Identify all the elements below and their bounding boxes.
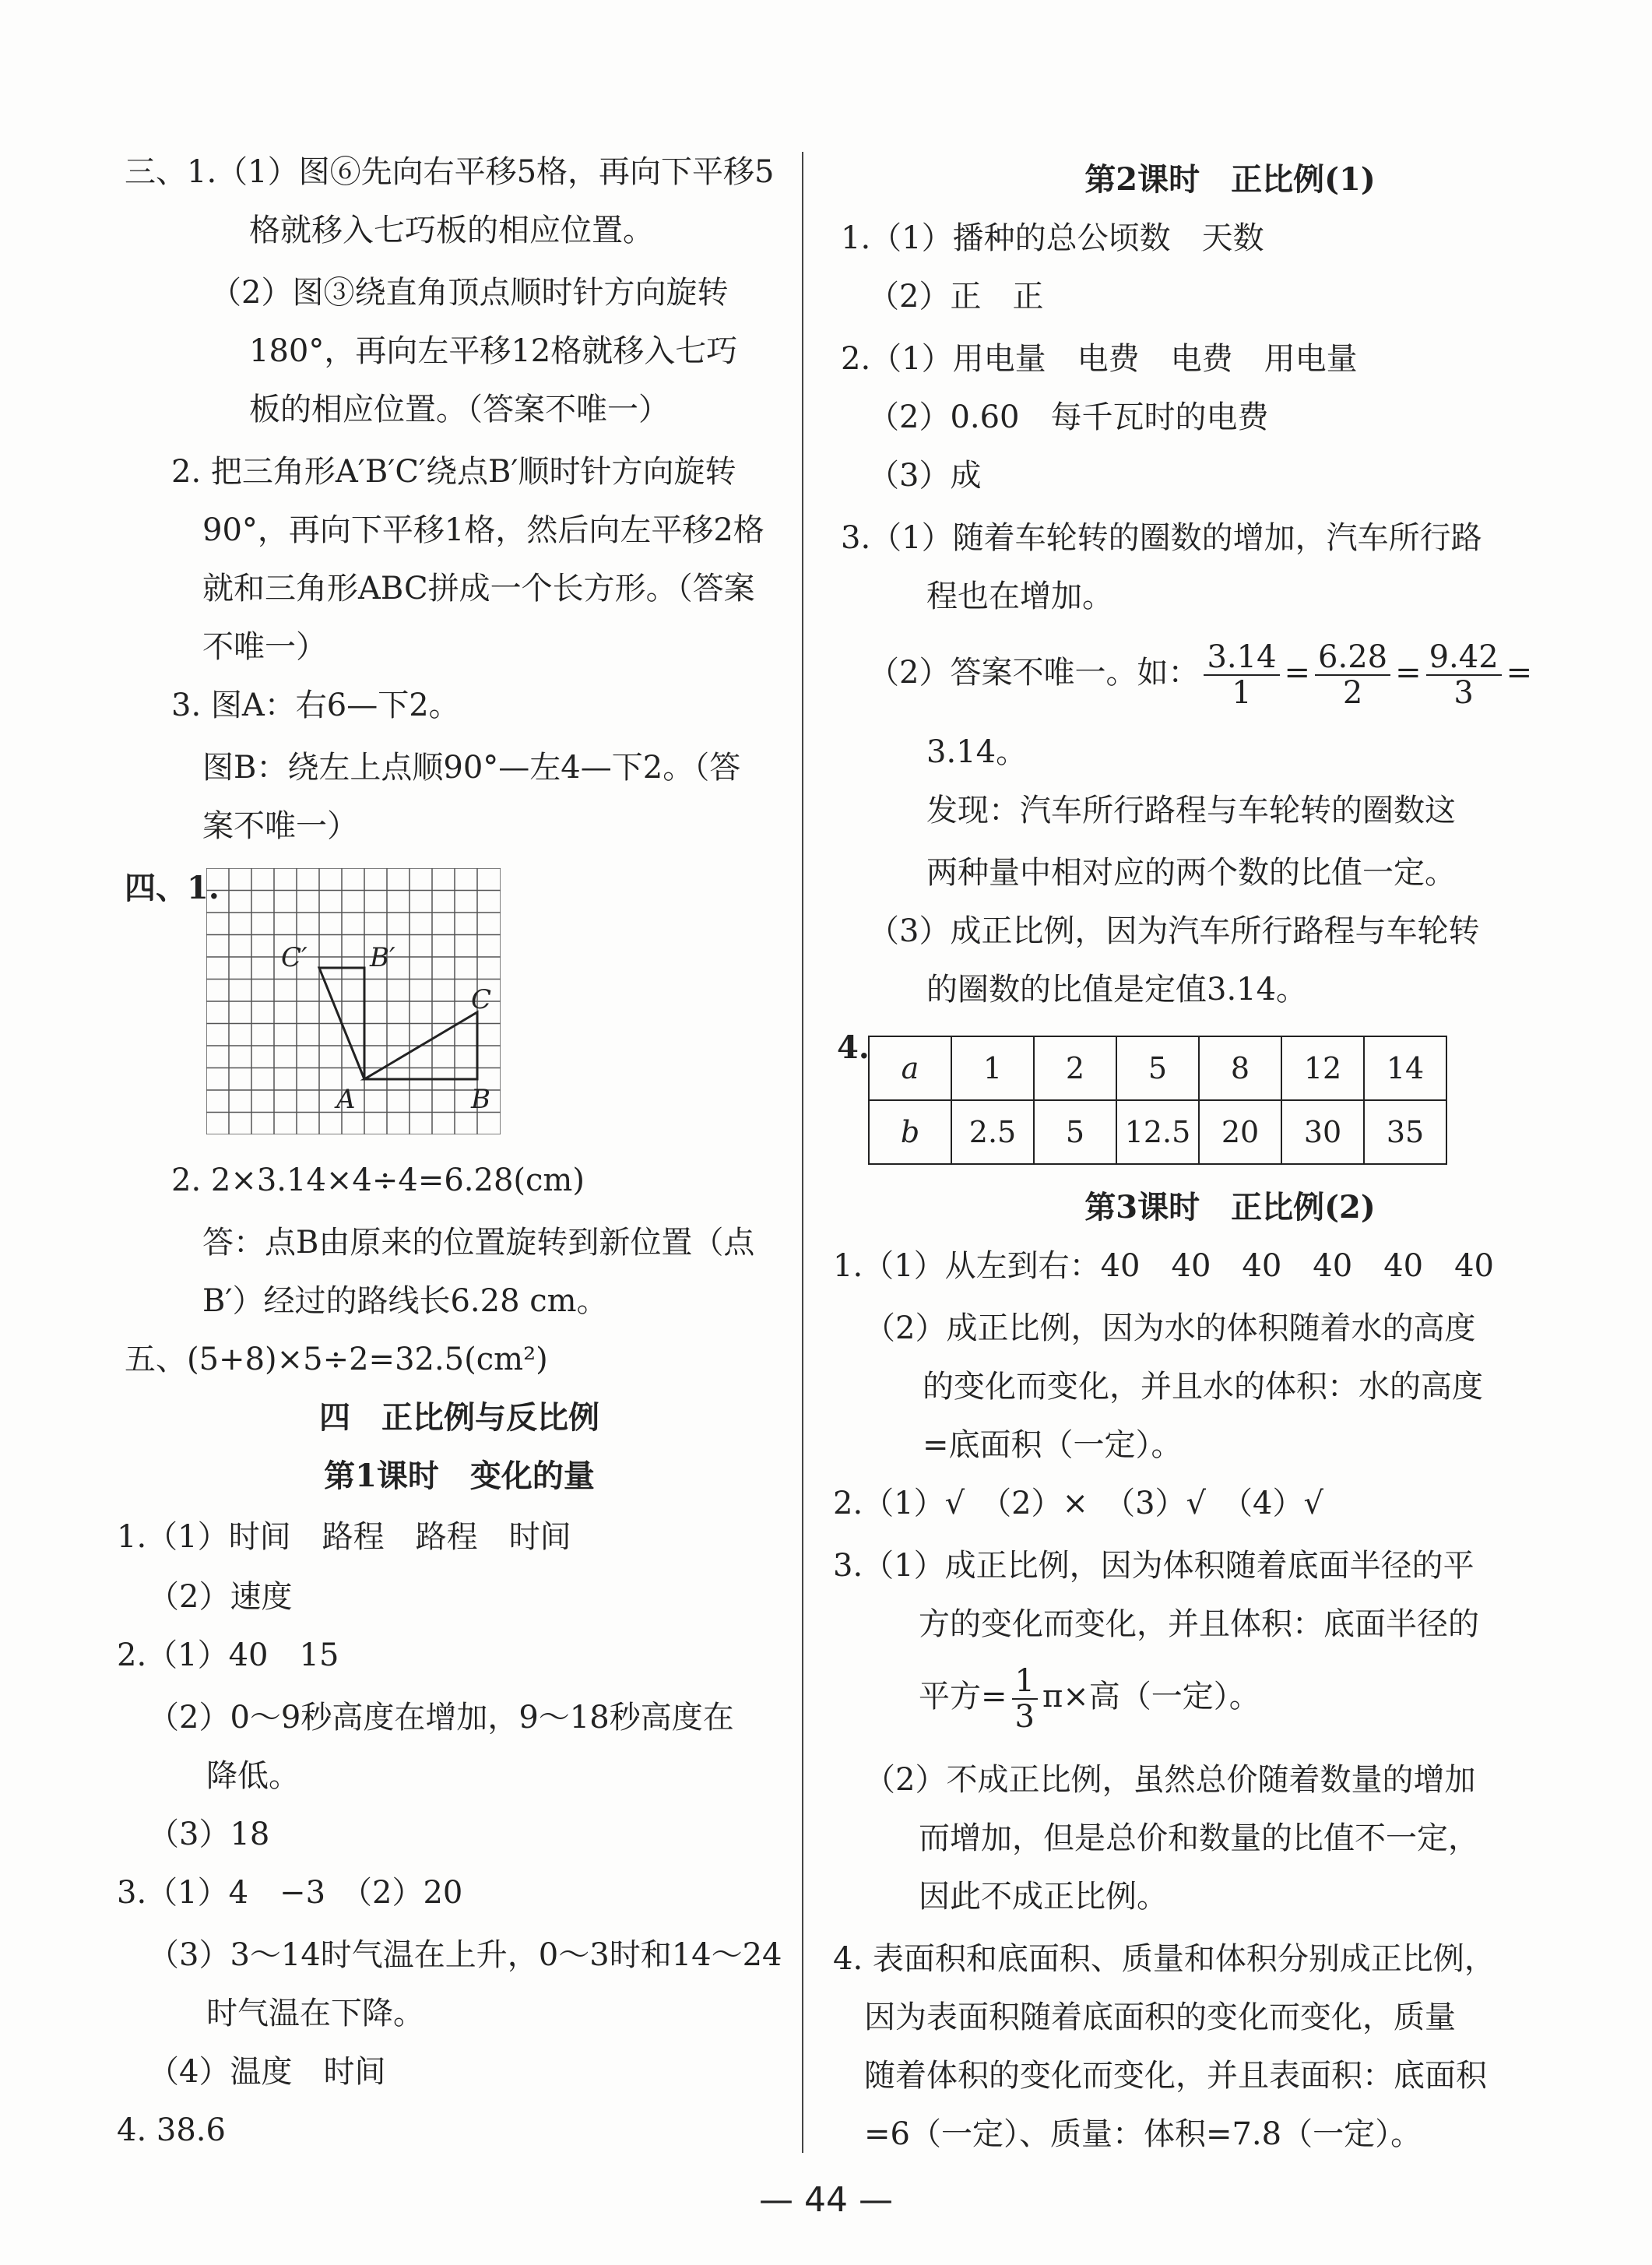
text-line: 时气温在下降。: [206, 1996, 424, 2031]
text-line: 而增加，但是总价和数量的比值不一定，: [919, 1820, 1479, 1856]
text-line: 两种量中相对应的两个数的比值一定。: [926, 855, 1456, 891]
question-number: 4.: [837, 1029, 870, 1066]
text-line: 3.14。: [926, 734, 1028, 770]
text-line: 4. 表面积和底面积、质量和体积分别成正比例，: [833, 1941, 1496, 1977]
text-line: 格就移入七巧板的相应位置。: [249, 213, 654, 248]
column-divider: [802, 152, 803, 2153]
text-line: 1.（1）时间 路程 路程 时间: [117, 1519, 571, 1555]
text-line: 降低。: [206, 1758, 300, 1794]
table-row: b 2.5 5 12.5 20 30 35: [869, 1100, 1446, 1164]
text-line: （3）成: [868, 458, 982, 494]
text-line: 3.（1）4 −3 （2）20: [117, 1875, 463, 1911]
fraction: $\frac{1}{3}$: [1012, 1664, 1038, 1734]
text-line: 4. 38.6: [117, 2112, 226, 2148]
text-line: （2）图③绕直角顶点顺时针方向旋转: [210, 275, 729, 311]
lesson-title: 第2课时 正比例(1): [1084, 161, 1376, 198]
text-line: 方的变化而变化，并且体积：底面半径的: [919, 1606, 1479, 1642]
text-line: 2.（1）40 15: [117, 1637, 339, 1673]
value-table: [868, 1036, 1447, 1165]
text-line: （3）3～14时气温在上升，0～3时和14～24: [148, 1937, 782, 1973]
fraction-prefix: （2）答案不唯一。如：: [868, 655, 1200, 691]
text-line: 就和三角形ABC拼成一个长方形。（答案: [202, 571, 755, 607]
fraction-line: 平方= $\frac{1}{3}$ π×高（一定）。: [919, 1663, 1260, 1735]
text-line: 的圈数的比值是定值3.14。: [926, 972, 1308, 1008]
text-line: 2. 2×3.14×4÷4=6.28(cm): [171, 1162, 585, 1198]
label-c: C: [471, 984, 492, 1015]
text-line: 180°，再向左平移12格就移入七巧: [249, 333, 738, 369]
text-line: 三、1.（1）图⑥先向右平移5格，再向下平移5: [125, 154, 775, 190]
text-line: 1.（1）从左到右：40 40 40 40 40 40: [833, 1248, 1495, 1284]
text-line: =6（一定）、质量：体积=7.8（一定）。: [864, 2116, 1422, 2152]
text-line: 2.（1）用电量 电费 电费 用电量: [841, 341, 1358, 377]
text-line: 3.（1）随着车轮转的圈数的增加，汽车所行路: [841, 520, 1482, 556]
text-line: 图B：绕左上点顺90°—左4—下2。（答: [202, 750, 741, 786]
table-row: a 1 2 5 8 12 14: [869, 1036, 1446, 1100]
lesson-title: 第3课时 正比例(2): [1084, 1189, 1376, 1226]
text-line: 3. 图A：右6—下2。: [171, 688, 460, 723]
text-line: 因为表面积随着底面积的变化而变化，质量: [864, 1999, 1456, 2035]
section-label: 四、1.: [125, 870, 220, 906]
text-line: 随着体积的变化而变化，并且表面积：底面积: [864, 2058, 1487, 2094]
label-c-prime: C′: [281, 942, 308, 973]
text-line: （2）正 正: [868, 279, 1044, 315]
grid-diagram: [206, 868, 501, 1134]
text-line: 发现：汽车所行路程与车轮转的圈数这: [926, 793, 1456, 828]
text-line: 五、(5+8)×5÷2=32.5(cm²): [125, 1342, 548, 1377]
text-line: 程也在增加。: [926, 579, 1113, 614]
text-line: 答：点B由原来的位置旋转到新位置（点: [202, 1225, 755, 1261]
label-a: A: [336, 1084, 356, 1115]
text-line: 不唯一）: [202, 629, 327, 665]
fraction: $\frac{3.14}{1}$: [1204, 640, 1279, 710]
fraction-line: （2）答案不唯一。如： $\frac{3.14}{1}$ = $\frac{6.28}{2}$ = $\frac{9.42}{3}$ =: [868, 639, 1533, 711]
text-line: B′）经过的路线长6.28 cm。: [202, 1283, 608, 1319]
text-line: （3）成正比例，因为汽车所行路程与车轮转: [868, 913, 1480, 949]
unit-title: 四 正比例与反比例: [319, 1399, 599, 1436]
text-line: 1.（1）播种的总公顷数 天数: [841, 220, 1264, 256]
text-line: （2）0～9秒高度在增加，9～18秒高度在: [148, 1700, 734, 1736]
text-line: 90°，再向下平移1格，然后向左平移2格: [202, 512, 764, 548]
text-line: （3）18: [148, 1817, 270, 1852]
page-number: — 44 —: [759, 2180, 893, 2220]
lesson-title: 第1课时 变化的量: [324, 1458, 595, 1494]
text-line: （2）0.60 每千瓦时的电费: [868, 399, 1269, 435]
label-b: B: [471, 1084, 490, 1115]
fraction: $\frac{9.42}{3}$: [1426, 640, 1502, 710]
fraction: $\frac{6.28}{2}$: [1315, 640, 1390, 710]
text-line: 3.（1）成正比例，因为体积随着底面半径的平: [833, 1548, 1474, 1584]
text-line: 板的相应位置。（答案不唯一）: [249, 392, 670, 427]
text-line: （4）温度 时间: [148, 2054, 386, 2090]
label-b-prime: B′: [370, 942, 395, 973]
text-line: （2）成正比例，因为水的体积随着水的高度: [864, 1310, 1476, 1346]
text-line: 2.（1）√ （2）× （3）√ （4）√: [833, 1486, 1323, 1521]
text-line: 2. 把三角形A′B′C′绕点B′顺时针方向旋转: [171, 454, 736, 490]
text-line: 的变化而变化，并且水的体积：水的高度: [923, 1369, 1483, 1405]
text-line: =底面积（一定）。: [923, 1427, 1183, 1463]
text-line: 案不唯一）: [202, 808, 358, 844]
text-line: 因此不成正比例。: [919, 1879, 1168, 1915]
text-line: （2）速度: [148, 1579, 293, 1615]
text-line: （2）不成正比例，虽然总价随着数量的增加: [864, 1762, 1476, 1798]
